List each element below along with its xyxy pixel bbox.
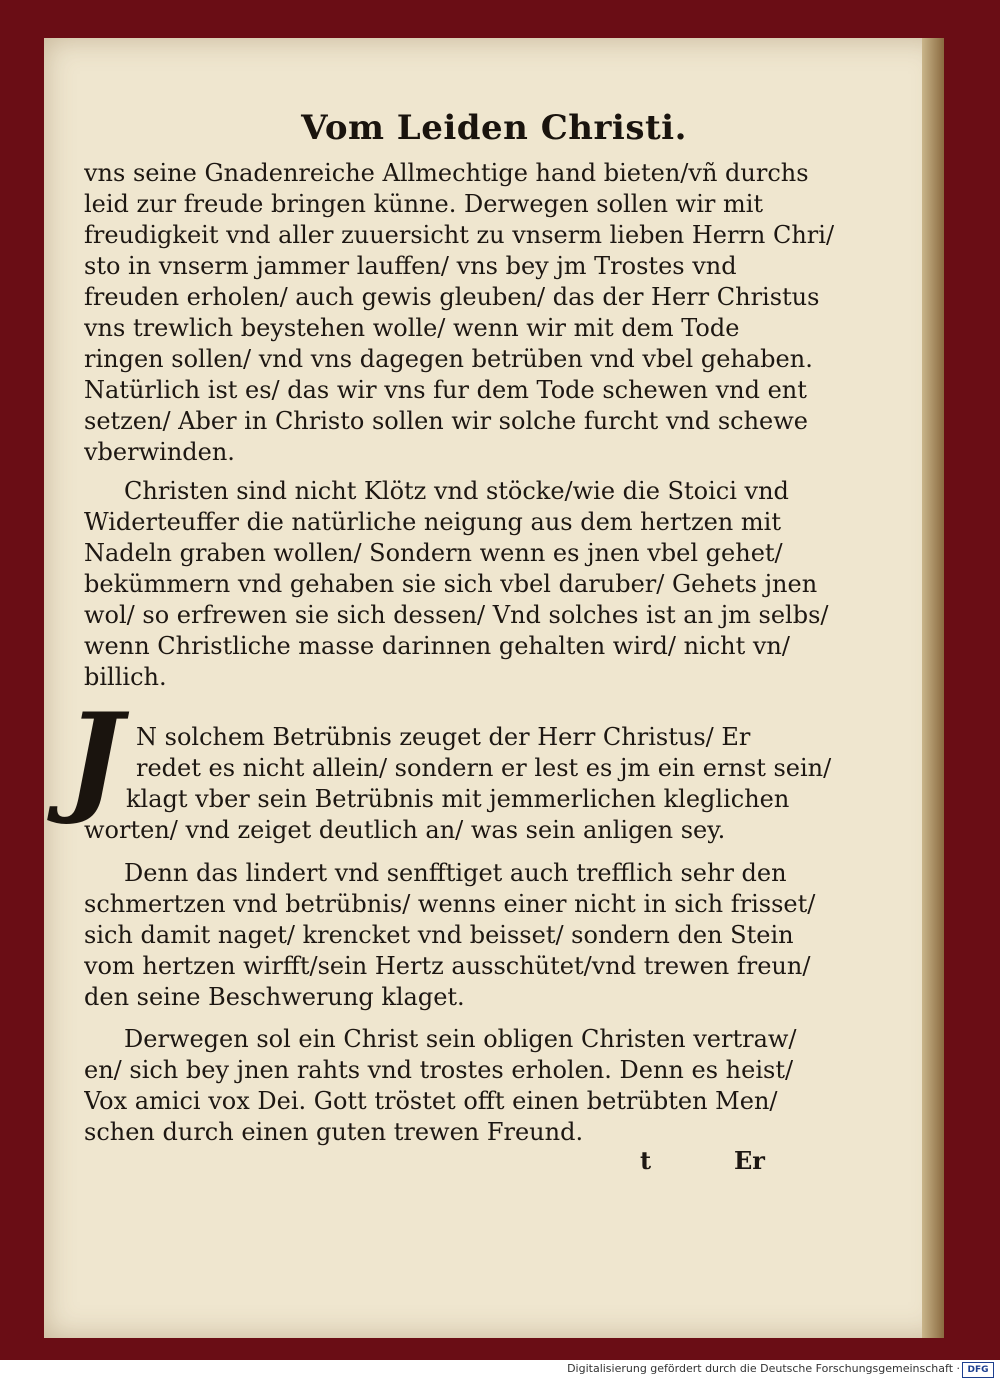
text-line: Christen sind nicht Klötz vnd stöcke/wie die Stoici vnd [124,477,789,505]
text-line: leid zur freude bringen künne. Derwegen sollen wir mit [84,190,764,218]
text-line: vns trewlich beystehen wolle/ wenn wir mit dem Tode [84,314,740,342]
text-line: Denn das lindert vnd senfftiget auch trefflich sehr den [124,859,787,887]
running-header: Vom Leiden Christi. [301,108,687,148]
text-line: Widerteuffer die natürliche neigung aus dem hertzen mit [84,508,781,536]
text-line: den seine Beschwerung klaget. [84,983,465,1011]
text-line: klagt vber sein Betrübnis mit jemmerlichen kleglichen [126,785,790,813]
text-line: Natürlich ist es/ das wir vns fur dem Tode schewen vnd ent [84,376,807,404]
text-line: setzen/ Aber in Christo sollen wir solche furcht vnd schewe [84,407,809,435]
catchword: Er [734,1146,765,1175]
page-edge [922,38,944,1338]
text-line: wol/ so erfrewen sie sich dessen/ Vnd solches ist an jm selbs/ [84,601,829,629]
text-line: sich damit naget/ krencket vnd beisset/ sondern den Stein [84,921,794,949]
text-line: vns seine Gnadenreiche Allmechtige hand bieten/vñ durchs [84,159,809,187]
text-line: Nadeln graben wollen/ Sondern wenn es jnen vbel gehet/ [84,539,783,567]
signature-mark: t [640,1146,652,1175]
funding-notice: Digitalisierung gefördert durch die Deutsche Forschungsgemeinschaft · [567,1362,960,1375]
text-line: worten/ vnd zeiget deutlich an/ was sein anligen sey. [84,816,726,844]
text-line: billich. [84,663,167,691]
dfg-logo: DFG [962,1362,994,1378]
text-line: bekümmern vnd gehaben sie sich vbel daruber/ Gehets jnen [84,570,818,598]
text-line: Derwegen sol ein Christ sein obligen Christen vertraw/ [124,1025,797,1053]
text-line: redet es nicht allein/ sondern er lest es jm ein ernst sein/ [136,754,832,782]
text-line: sto in vnserm jammer lauffen/ vns bey jm Trostes vnd [84,252,737,280]
text-line: Vox amici vox Dei. Gott tröstet offt einen betrübten Men/ [84,1087,778,1115]
text-line: schen durch einen guten trewen Freund. [84,1118,584,1146]
text-line: vberwinden. [84,438,235,466]
book-page [44,38,944,1338]
text-line: en/ sich bey jnen rahts vnd trostes erholen. Denn es heist/ [84,1056,794,1084]
text-line: vom hertzen wirfft/sein Hertz ausschütet/vnd trewen freun/ [84,952,811,980]
text-line: wenn Christliche masse darinnen gehalten wird/ nicht vn/ [84,632,790,660]
text-line: freudigkeit vnd aller zuuersicht zu vnserm lieben Herrn Chri/ [84,221,835,249]
text-line: freuden erholen/ auch gewis gleuben/ das der Herr Christus [84,283,820,311]
text-line: N solchem Betrübnis zeuget der Herr Christus/ Er [136,723,751,751]
text-line: ringen sollen/ vnd vns dagegen betrüben vnd vbel gehaben. [84,345,813,373]
drop-cap-initial: J [66,687,123,828]
text-line: schmertzen vnd betrübnis/ wenns einer nicht in sich frisset/ [84,890,816,918]
